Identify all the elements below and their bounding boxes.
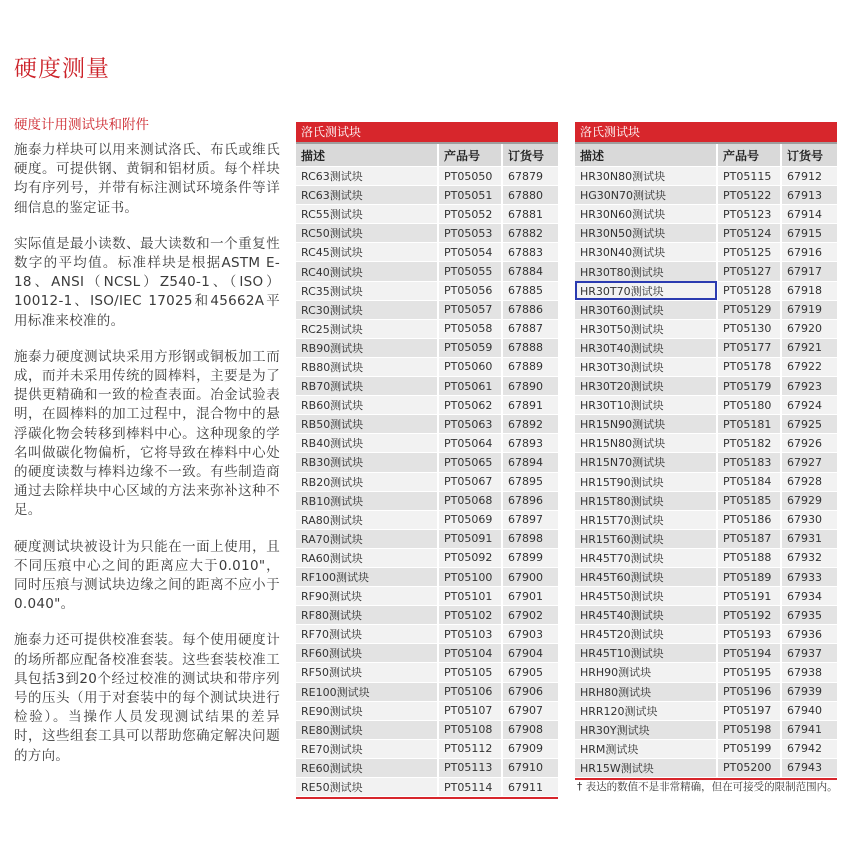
cell-order-no: 67907 — [502, 701, 558, 720]
cell-description: RB40测试块 — [296, 434, 438, 453]
cell-order-no: 67910 — [502, 758, 558, 777]
cell-order-no: 67883 — [502, 243, 558, 262]
cell-order-no: 67919 — [781, 300, 837, 319]
cell-description: HRM测试块 — [575, 739, 717, 758]
table-row — [575, 434, 837, 453]
table-row — [296, 338, 558, 357]
cell-product-no: PT05184 — [717, 472, 781, 491]
column-header-order-no: 订货号 — [781, 144, 837, 167]
cell-product-no: PT05125 — [717, 243, 781, 262]
table-row — [575, 205, 837, 224]
table-row — [575, 510, 837, 529]
table-bottom-rule — [296, 797, 558, 799]
table-row — [296, 778, 558, 797]
cell-order-no: 67913 — [781, 186, 837, 205]
table-row — [575, 167, 837, 186]
table-title: 洛氏测试块 — [575, 122, 837, 144]
cell-order-no: 67941 — [781, 720, 837, 739]
table-row — [575, 491, 837, 510]
table-row — [296, 682, 558, 701]
cell-order-no: 67940 — [781, 701, 837, 720]
table-row — [296, 758, 558, 777]
table-row — [575, 625, 837, 644]
table-row — [296, 186, 558, 205]
cell-order-no: 67897 — [502, 510, 558, 529]
table-row — [296, 262, 558, 281]
cell-description: RC35测试块 — [296, 281, 438, 300]
cell-product-no: PT05113 — [438, 758, 502, 777]
table-row — [296, 281, 558, 300]
cell-order-no: 67911 — [502, 778, 558, 797]
cell-description: RC50测试块 — [296, 224, 438, 243]
table-row — [296, 491, 558, 510]
table-row — [296, 167, 558, 186]
column-header-order-no: 订货号 — [502, 144, 558, 167]
cell-description: HR30T30测试块 — [575, 357, 717, 376]
cell-order-no: 67912 — [781, 167, 837, 186]
cell-order-no: 67914 — [781, 205, 837, 224]
cell-description: RE50测试块 — [296, 778, 438, 797]
cell-description: RB10测试块 — [296, 491, 438, 510]
cell-order-no: 67917 — [781, 262, 837, 281]
paragraph-5: 施泰力还可提供校准套装。每个使用硬度计的场所都应配备校准套装。这些套装校准工具包括3到20个经过校准的测试块和带序列号的压头（用于对套装中的每个测试块进行检验）。当操作人员发现测试结果的差异时，这些组套工具可以帮助您确定解决问题的方向。 — [14, 632, 280, 764]
table-row — [575, 396, 837, 415]
cell-order-no: 67936 — [781, 625, 837, 644]
cell-product-no: PT05186 — [717, 510, 781, 529]
cell-product-no: PT05124 — [717, 224, 781, 243]
cell-description: HR15N90测试块 — [575, 415, 717, 434]
cell-description: RE80测试块 — [296, 720, 438, 739]
cell-description: HR30T50测试块 — [575, 319, 717, 338]
table-row — [575, 415, 837, 434]
cell-description: HR15W测试块 — [575, 758, 717, 777]
cell-order-no: 67908 — [502, 720, 558, 739]
cell-order-no: 67932 — [781, 548, 837, 567]
cell-order-no: 67879 — [502, 167, 558, 186]
cell-order-no: 67900 — [502, 567, 558, 586]
cell-order-no: 67890 — [502, 377, 558, 396]
cell-product-no: PT05100 — [438, 567, 502, 586]
table-row — [575, 338, 837, 357]
cell-description: RB30测试块 — [296, 453, 438, 472]
cell-order-no: 67886 — [502, 300, 558, 319]
rockwell-table-2 — [575, 122, 837, 780]
cell-description: RB20测试块 — [296, 472, 438, 491]
cell-description: HR45T60测试块 — [575, 567, 717, 586]
cell-order-no: 67937 — [781, 644, 837, 663]
table-row — [575, 472, 837, 491]
cell-product-no: PT05068 — [438, 491, 502, 510]
cell-product-no: PT05103 — [438, 625, 502, 644]
cell-description: RE100测试块 — [296, 682, 438, 701]
cell-product-no: PT05059 — [438, 338, 502, 357]
cell-product-no: PT05122 — [717, 186, 781, 205]
cell-description: HR45T70测试块 — [575, 548, 717, 567]
cell-order-no: 67893 — [502, 434, 558, 453]
cell-order-no: 67922 — [781, 357, 837, 376]
cell-order-no: 67916 — [781, 243, 837, 262]
cell-product-no: PT05182 — [717, 434, 781, 453]
cell-order-no: 67902 — [502, 606, 558, 625]
cell-product-no: PT05197 — [717, 701, 781, 720]
cell-order-no: 67901 — [502, 587, 558, 606]
cell-order-no: 67895 — [502, 472, 558, 491]
cell-order-no: 67918 — [781, 281, 837, 300]
cell-order-no: 67915 — [781, 224, 837, 243]
cell-description: HR30N50测试块 — [575, 224, 717, 243]
table-row — [575, 644, 837, 663]
cell-description: RB50测试块 — [296, 415, 438, 434]
table-row — [575, 319, 837, 338]
table-row — [575, 281, 837, 300]
cell-description: HR15T60测试块 — [575, 529, 717, 548]
cell-description: HR30T10测试块 — [575, 396, 717, 415]
cell-description: RC63测试块 — [296, 186, 438, 205]
table-row — [296, 548, 558, 567]
cell-description: HR15N70测试块 — [575, 453, 717, 472]
cell-order-no: 67892 — [502, 415, 558, 434]
cell-product-no: PT05128 — [717, 281, 781, 300]
cell-order-no: 67880 — [502, 186, 558, 205]
cell-product-no: PT05183 — [717, 453, 781, 472]
table-row — [296, 587, 558, 606]
cell-product-no: PT05181 — [717, 415, 781, 434]
table-row — [575, 758, 837, 777]
cell-description: RC30测试块 — [296, 300, 438, 319]
column-header-description: 描述 — [296, 144, 438, 167]
table-row — [575, 682, 837, 701]
cell-description: RE90测试块 — [296, 701, 438, 720]
table-row — [296, 415, 558, 434]
cell-description: RC45测试块 — [296, 243, 438, 262]
table-row — [575, 663, 837, 682]
cell-description: RF70测试块 — [296, 625, 438, 644]
product-table — [296, 144, 558, 797]
cell-product-no: PT05067 — [438, 472, 502, 491]
table-row — [296, 701, 558, 720]
cell-description: RC63测试块 — [296, 167, 438, 186]
cell-product-no: PT05178 — [717, 357, 781, 376]
cell-description: HRR120测试块 — [575, 701, 717, 720]
cell-description: RF90测试块 — [296, 587, 438, 606]
cell-product-no: PT05101 — [438, 587, 502, 606]
cell-product-no: PT05051 — [438, 186, 502, 205]
table-row — [296, 529, 558, 548]
table-row — [296, 644, 558, 663]
cell-order-no: 67929 — [781, 491, 837, 510]
table-row — [575, 567, 837, 586]
cell-product-no: PT05112 — [438, 739, 502, 758]
cell-description: RB90测试块 — [296, 338, 438, 357]
cell-product-no: PT05191 — [717, 587, 781, 606]
table-row — [296, 319, 558, 338]
cell-description: RF80测试块 — [296, 606, 438, 625]
cell-order-no: 67894 — [502, 453, 558, 472]
table-row — [575, 262, 837, 281]
cell-description: RB70测试块 — [296, 377, 438, 396]
cell-product-no: PT05179 — [717, 377, 781, 396]
cell-product-no: PT05063 — [438, 415, 502, 434]
cell-description: HR15T80测试块 — [575, 491, 717, 510]
cell-order-no: 67881 — [502, 205, 558, 224]
cell-product-no: PT05200 — [717, 758, 781, 777]
section-subheading: 硬度计用测试块和附件 — [14, 117, 149, 133]
table-row — [296, 205, 558, 224]
table-row — [296, 567, 558, 586]
cell-product-no: PT05114 — [438, 778, 502, 797]
cell-product-no: PT05092 — [438, 548, 502, 567]
cell-description: RB60测试块 — [296, 396, 438, 415]
table-row — [575, 357, 837, 376]
cell-product-no: PT05187 — [717, 529, 781, 548]
cell-description: RA80测试块 — [296, 510, 438, 529]
cell-product-no: PT05193 — [717, 625, 781, 644]
cell-description: RA70测试块 — [296, 529, 438, 548]
cell-order-no: 67942 — [781, 739, 837, 758]
cell-product-no: PT05069 — [438, 510, 502, 529]
table-row — [575, 739, 837, 758]
cell-product-no: PT05091 — [438, 529, 502, 548]
cell-description: HR15N80测试块 — [575, 434, 717, 453]
cell-order-no: 67924 — [781, 396, 837, 415]
cell-order-no: 67885 — [502, 281, 558, 300]
table-row — [296, 472, 558, 491]
cell-description: HR30N60测试块 — [575, 205, 717, 224]
cell-product-no: PT05064 — [438, 434, 502, 453]
intro-column — [14, 116, 280, 783]
table-row — [575, 720, 837, 739]
cell-order-no: 67938 — [781, 663, 837, 682]
cell-product-no: PT05129 — [717, 300, 781, 319]
footnote: † 表达的数值不是非常精确，但在可接受的限制范围内。 — [577, 781, 838, 793]
paragraph-2: 实际值是最小读数、最大读数和一个重复性数字的平均值。标准样块是根据ASTM E-18、ANSI（NCSL）Z540-1、（ISO）10012-1、ISO/IEC 17025和45662A平用标准来校准的。 — [14, 235, 280, 329]
cell-description: HR30T40测试块 — [575, 338, 717, 357]
cell-product-no: PT05108 — [438, 720, 502, 739]
cell-product-no: PT05052 — [438, 205, 502, 224]
table-row — [296, 396, 558, 415]
cell-product-no: PT05055 — [438, 262, 502, 281]
cell-product-no: PT05198 — [717, 720, 781, 739]
table-row — [296, 224, 558, 243]
table-row — [575, 224, 837, 243]
cell-description: HG30N70测试块 — [575, 186, 717, 205]
table-header-row — [575, 144, 837, 167]
table-row — [575, 300, 837, 319]
cell-order-no: 67927 — [781, 453, 837, 472]
cell-product-no: PT05199 — [717, 739, 781, 758]
cell-description: RC55测试块 — [296, 205, 438, 224]
cell-product-no: PT05177 — [717, 338, 781, 357]
cell-description: HR30N80测试块 — [575, 167, 717, 186]
table-row — [296, 606, 558, 625]
paragraph-4: 硬度测试块被设计为只能在一面上使用，且不同压痕中心之间的距离应大于0.010"，同时压痕与测试块边缘之间的距离不应小于0.040"。 — [14, 538, 280, 613]
cell-product-no: PT05054 — [438, 243, 502, 262]
cell-product-no: PT05056 — [438, 281, 502, 300]
table-row — [296, 625, 558, 644]
cell-product-no: PT05192 — [717, 606, 781, 625]
table-row — [575, 186, 837, 205]
cell-product-no: PT05115 — [717, 167, 781, 186]
cell-description: RC40测试块 — [296, 262, 438, 281]
cell-description: HR30T60测试块 — [575, 300, 717, 319]
cell-description: HR15T90测试块 — [575, 472, 717, 491]
cell-description: RF60测试块 — [296, 644, 438, 663]
cell-order-no: 67903 — [502, 625, 558, 644]
cell-product-no: PT05062 — [438, 396, 502, 415]
cell-description: RE60测试块 — [296, 758, 438, 777]
table-row — [296, 377, 558, 396]
cell-description: HR30T70测试块 — [575, 281, 717, 300]
cell-order-no: 67887 — [502, 319, 558, 338]
cell-order-no: 67925 — [781, 415, 837, 434]
cell-order-no: 67909 — [502, 739, 558, 758]
cell-order-no: 67898 — [502, 529, 558, 548]
cell-description: HR30N40测试块 — [575, 243, 717, 262]
cell-description: HRH90测试块 — [575, 663, 717, 682]
cell-product-no: PT05194 — [717, 644, 781, 663]
table-row — [575, 377, 837, 396]
cell-order-no: 67882 — [502, 224, 558, 243]
table-row — [296, 739, 558, 758]
cell-product-no: PT05188 — [717, 548, 781, 567]
table-row — [575, 529, 837, 548]
table-row — [575, 701, 837, 720]
table-row — [296, 510, 558, 529]
cell-description: HRH80测试块 — [575, 682, 717, 701]
cell-order-no: 67926 — [781, 434, 837, 453]
cell-description: RF100测试块 — [296, 567, 438, 586]
paragraph-3: 施泰力硬度测试块采用方形钢或铜板加工而成，而并未采用传统的圆棒料，主要是为了提供更精确和一致的检查表面。冶金试验表明，在圆棒料的加工过程中，混合物中的悬浮碳化物会转移到棒料中心。这种现象的学名叫做碳化物偏析，它将导致在棒料中心处的硬度读数与棒料边缘不一致。有些制造商通过去除样块中心区域的方法来弥补这种不足。 — [14, 348, 280, 519]
cell-product-no: PT05185 — [717, 491, 781, 510]
cell-order-no: 67899 — [502, 548, 558, 567]
cell-order-no: 67935 — [781, 606, 837, 625]
cell-product-no: PT05053 — [438, 224, 502, 243]
cell-description: HR30T20测试块 — [575, 377, 717, 396]
rockwell-table-1 — [296, 122, 558, 799]
table-row — [296, 300, 558, 319]
cell-order-no: 67884 — [502, 262, 558, 281]
cell-description: HR30Y测试块 — [575, 720, 717, 739]
table-row — [296, 720, 558, 739]
cell-product-no: PT05050 — [438, 167, 502, 186]
cell-product-no: PT05127 — [717, 262, 781, 281]
cell-order-no: 67943 — [781, 758, 837, 777]
cell-product-no: PT05107 — [438, 701, 502, 720]
cell-description: RA60测试块 — [296, 548, 438, 567]
table-row — [575, 606, 837, 625]
cell-product-no: PT05102 — [438, 606, 502, 625]
cell-description: HR45T40测试块 — [575, 606, 717, 625]
cell-order-no: 67923 — [781, 377, 837, 396]
cell-product-no: PT05057 — [438, 300, 502, 319]
paragraph-1: 施泰力样块可以用来测试洛氏、布氏或维氏硬度。可提供钢、黄铜和铝材质。每个样块均有序列号，并带有标注测试环境条件等详细信息的鉴定证书。 — [14, 142, 280, 216]
cell-product-no: PT05123 — [717, 205, 781, 224]
cell-order-no: 67939 — [781, 682, 837, 701]
cell-description: RB80测试块 — [296, 357, 438, 376]
cell-order-no: 67904 — [502, 644, 558, 663]
table-row — [575, 587, 837, 606]
table-title: 洛氏测试块 — [296, 122, 558, 144]
cell-product-no: PT05058 — [438, 319, 502, 338]
column-header-product-no: 产品号 — [717, 144, 781, 167]
cell-order-no: 67889 — [502, 357, 558, 376]
cell-order-no: 67905 — [502, 663, 558, 682]
cell-order-no: 67930 — [781, 510, 837, 529]
cell-description: RE70测试块 — [296, 739, 438, 758]
product-table — [575, 144, 837, 778]
cell-product-no: PT05105 — [438, 663, 502, 682]
cell-order-no: 67931 — [781, 529, 837, 548]
cell-order-no: 67934 — [781, 587, 837, 606]
page-title: 硬度测量 — [14, 56, 110, 82]
cell-description: HR15T70测试块 — [575, 510, 717, 529]
table-row — [296, 663, 558, 682]
cell-product-no: PT05180 — [717, 396, 781, 415]
table-row — [575, 243, 837, 262]
table-row — [296, 357, 558, 376]
cell-order-no: 67933 — [781, 567, 837, 586]
column-header-description: 描述 — [575, 144, 717, 167]
table-row — [296, 243, 558, 262]
cell-product-no: PT05061 — [438, 377, 502, 396]
cell-description: HR45T50测试块 — [575, 587, 717, 606]
cell-description: RF50测试块 — [296, 663, 438, 682]
cell-order-no: 67928 — [781, 472, 837, 491]
table-header-row — [296, 144, 558, 167]
cell-order-no: 67888 — [502, 338, 558, 357]
cell-product-no: PT05195 — [717, 663, 781, 682]
cell-description: HR45T20测试块 — [575, 625, 717, 644]
table-row — [296, 453, 558, 472]
cell-order-no: 67896 — [502, 491, 558, 510]
cell-product-no: PT05106 — [438, 682, 502, 701]
cell-product-no: PT05104 — [438, 644, 502, 663]
table-row — [575, 548, 837, 567]
cell-description: HR30T80测试块 — [575, 262, 717, 281]
column-header-product-no: 产品号 — [438, 144, 502, 167]
cell-product-no: PT05130 — [717, 319, 781, 338]
cell-product-no: PT05065 — [438, 453, 502, 472]
cell-description: HR45T10测试块 — [575, 644, 717, 663]
cell-product-no: PT05189 — [717, 567, 781, 586]
cell-description: RC25测试块 — [296, 319, 438, 338]
table-row — [575, 453, 837, 472]
cell-order-no: 67920 — [781, 319, 837, 338]
cell-order-no: 67906 — [502, 682, 558, 701]
cell-product-no: PT05060 — [438, 357, 502, 376]
cell-order-no: 67891 — [502, 396, 558, 415]
table-row — [296, 434, 558, 453]
cell-product-no: PT05196 — [717, 682, 781, 701]
cell-order-no: 67921 — [781, 338, 837, 357]
